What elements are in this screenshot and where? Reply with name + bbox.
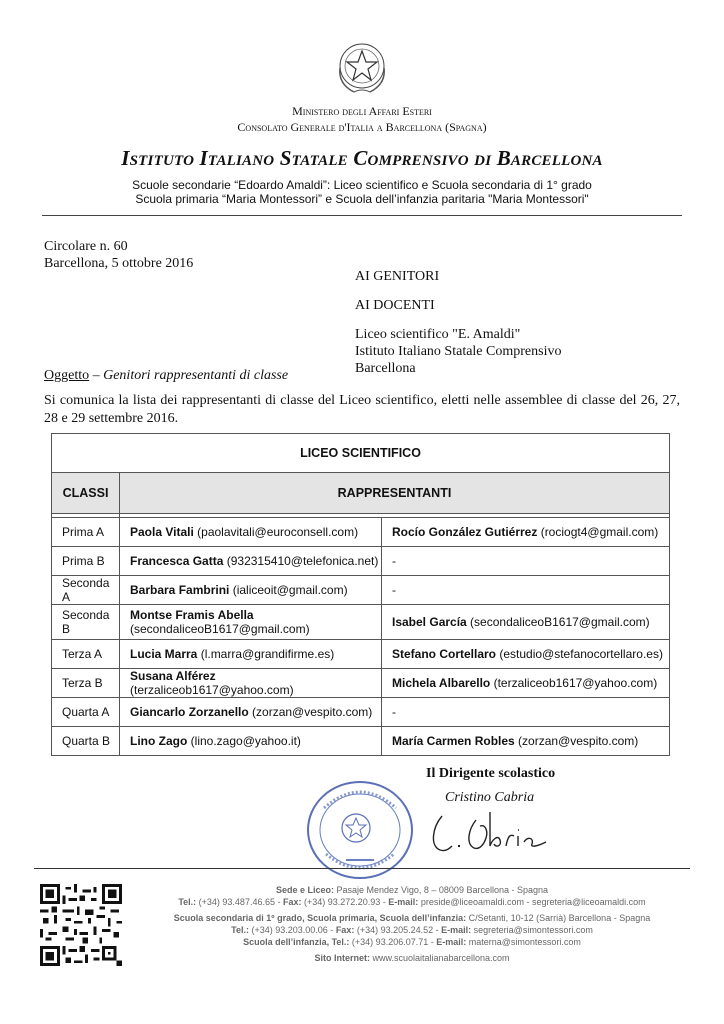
recipient-docenti: AI DOCENTI: [355, 298, 435, 313]
representative-2-cell: [382, 698, 670, 727]
representative-email: (secondaliceoB1617@gmail.com): [466, 615, 650, 629]
subject-line: [44, 368, 288, 384]
representative-email: (ialiceoit@gmail.com): [229, 583, 348, 597]
representative-name: Michela Albarello: [392, 676, 491, 690]
representative-2-cell: [382, 727, 670, 756]
representative-name: Stefano Cortellaro: [392, 647, 497, 661]
representative-email: (paolavitali@euroconsell.com): [193, 525, 359, 539]
table-row: [52, 518, 670, 547]
qr-code-icon: [40, 884, 122, 966]
representative-email: (l.marra@grandifirme.es): [197, 647, 335, 661]
subject-text: Genitori rappresentanti di classe: [103, 368, 289, 383]
circular-date: Barcellona, 5 ottobre 2016: [44, 256, 194, 271]
representative-email: (932315410@telefonica.net): [223, 554, 379, 568]
table-row: [52, 669, 670, 698]
representative-2-cell: [382, 640, 670, 669]
footer-contacts: [132, 884, 692, 964]
schools-line-2: Scuola primaria “Maria Montessori” e Scuola dell’infanzia paritaria "Maria Montessori": [135, 192, 589, 206]
representative-1-cell: [120, 547, 382, 576]
representative-name: Lino Zago: [130, 734, 188, 748]
recipient-istituto: Istituto Italiano Statale Comprensivo: [355, 344, 562, 359]
representative-email: (zorzan@vespito.com): [248, 705, 373, 719]
table-row: [52, 727, 670, 756]
footer-infanzia-contacts: Scuola dell’infanzia, Tel.: (+34) 93.206.07.71 - E-mail: materna@simontessori.com: [243, 937, 581, 947]
representative-name: Giancarlo Zorzanello: [130, 705, 249, 719]
signatory-name: Cristino Cabria: [445, 790, 535, 805]
table-row: [52, 698, 670, 727]
representative-email: -: [392, 583, 396, 597]
footer-secondary-contacts: Tel.: (+34) 93.203.00.06 - Fax: (+34) 93.205.24.52 - E-mail: segreteria@simontessori.com: [231, 925, 593, 935]
representative-name: Isabel García: [392, 615, 467, 629]
table-title: LICEO SCIENTIFICO: [52, 434, 670, 473]
handwritten-signature-icon: [428, 806, 553, 858]
class-cell: Seconda A: [52, 576, 120, 605]
class-cell: Quarta A: [52, 698, 120, 727]
representative-email: (zorzan@vespito.com): [514, 734, 639, 748]
footer-website: Sito Internet: www.scuolaitalianabarcellona.com: [314, 953, 510, 963]
representative-email: (estudio@stefanocortellaro.es): [496, 647, 663, 661]
representative-name: Francesca Gatta: [130, 554, 224, 568]
website-link[interactable]: www.scuolaitalianabarcellona.com: [369, 953, 510, 963]
representative-2-cell: [382, 605, 670, 640]
school-stamp-icon: [304, 778, 416, 882]
table-body: [52, 518, 670, 756]
representative-1-cell: [120, 669, 382, 698]
representative-2-cell: [382, 518, 670, 547]
representative-2-cell: [382, 547, 670, 576]
class-cell: Terza A: [52, 640, 120, 669]
class-cell: Prima A: [52, 518, 120, 547]
class-cell: Terza B: [52, 669, 120, 698]
circular-info: [44, 238, 193, 272]
table-row: [52, 547, 670, 576]
class-cell: Prima B: [52, 547, 120, 576]
recipient-liceo: Liceo scientifico "E. Amaldi": [355, 327, 521, 342]
secondary-email-link[interactable]: segreteria@simontessori.com: [471, 925, 593, 935]
footer-divider: [34, 868, 690, 869]
representative-email: -: [392, 554, 396, 568]
column-header-classi: CLASSI: [52, 473, 120, 514]
representative-email: (lino.zago@yahoo.it): [187, 734, 301, 748]
institute-name: Istituto Italiano Statale Comprensivo di Barcellona: [121, 146, 603, 170]
representative-2-cell: [382, 669, 670, 698]
header-divider: [42, 215, 682, 216]
consulate-line: Consolato Generale d'Italia a Barcellona (Spagna): [237, 120, 487, 134]
representative-1-cell: [120, 727, 382, 756]
representative-1-cell: [120, 698, 382, 727]
table-row: [52, 576, 670, 605]
infanzia-email-link[interactable]: materna@simontessori.com: [466, 937, 581, 947]
representative-2-cell: [382, 576, 670, 605]
recipient-city: Barcellona: [355, 361, 416, 376]
schools-list: [0, 178, 724, 206]
representative-name: Rocío González Gutiérrez: [392, 525, 538, 539]
class-cell: Quarta B: [52, 727, 120, 756]
representative-name: Montse Framis Abella: [130, 608, 254, 622]
ministry-header: [0, 103, 724, 135]
representative-1-cell: [120, 518, 382, 547]
representative-1-cell: [120, 605, 382, 640]
representative-1-cell: [120, 640, 382, 669]
representative-email: (rociogt4@gmail.com): [537, 525, 659, 539]
representative-name: Lucia Marra: [130, 647, 198, 661]
table-row: [52, 640, 670, 669]
ministry-line: Ministero degli Affari Esteri: [292, 104, 432, 118]
representative-name: María Carmen Robles: [392, 734, 515, 748]
representative-email: -: [392, 705, 396, 719]
representatives-table: [51, 433, 670, 756]
signatory-title: Il Dirigente scolastico: [426, 766, 556, 781]
footer-secondary-line: Scuola secondaria di 1º grado, Scuola primaria, Scuola dell’infanzia: C/Setanti, 10-12 (Sarrià) Barcellona - Spagna: [173, 913, 651, 923]
footer-sede-contacts: Tel.: (+34) 93.487.46.65 - Fax: (+34) 93.272.20.93 - E-mail: preside@liceoamaldi.com - segreteria@liceoamaldi.com: [178, 897, 646, 907]
republic-emblem-icon: [332, 38, 392, 98]
representative-name: Susana Alférez: [130, 669, 216, 683]
body-paragraph: Si comunica la lista dei rappresentanti di classe del Liceo scientifico, eletti nelle assemblee di classe del 26, 27, 28 e 29 settembre 2016.: [44, 393, 680, 426]
subject-label: Oggetto: [44, 368, 90, 383]
footer-sede-line: Sede e Liceo: Pasaje Mendez Vigo, 8 – 08009 Barcellona - Spagna: [275, 885, 548, 895]
schools-line-1: Scuole secondarie “Edoardo Amaldi”: Liceo scientifico e Scuola secondaria di 1° grado: [132, 178, 592, 192]
subject-dash: –: [89, 368, 104, 383]
representative-1-cell: [120, 576, 382, 605]
representative-name: Paola Vitali: [130, 525, 194, 539]
representative-email: (secondaliceoB1617@gmail.com): [130, 622, 310, 636]
column-header-rappresentanti: RAPPRESENTANTI: [120, 473, 670, 514]
recipients: [355, 268, 561, 377]
representative-email: (terzaliceob1617@yahoo.com): [490, 676, 658, 690]
sede-email-link[interactable]: preside@liceoamaldi.com - segreteria@liceoamaldi.com: [418, 897, 646, 907]
table-row: [52, 605, 670, 640]
recipient-genitori: AI GENITORI: [355, 269, 440, 284]
circular-number: Circolare n. 60: [44, 239, 128, 254]
representative-email: (terzaliceob1617@yahoo.com): [130, 683, 294, 697]
representative-name: Barbara Fambrini: [130, 583, 230, 597]
class-cell: Seconda B: [52, 605, 120, 640]
